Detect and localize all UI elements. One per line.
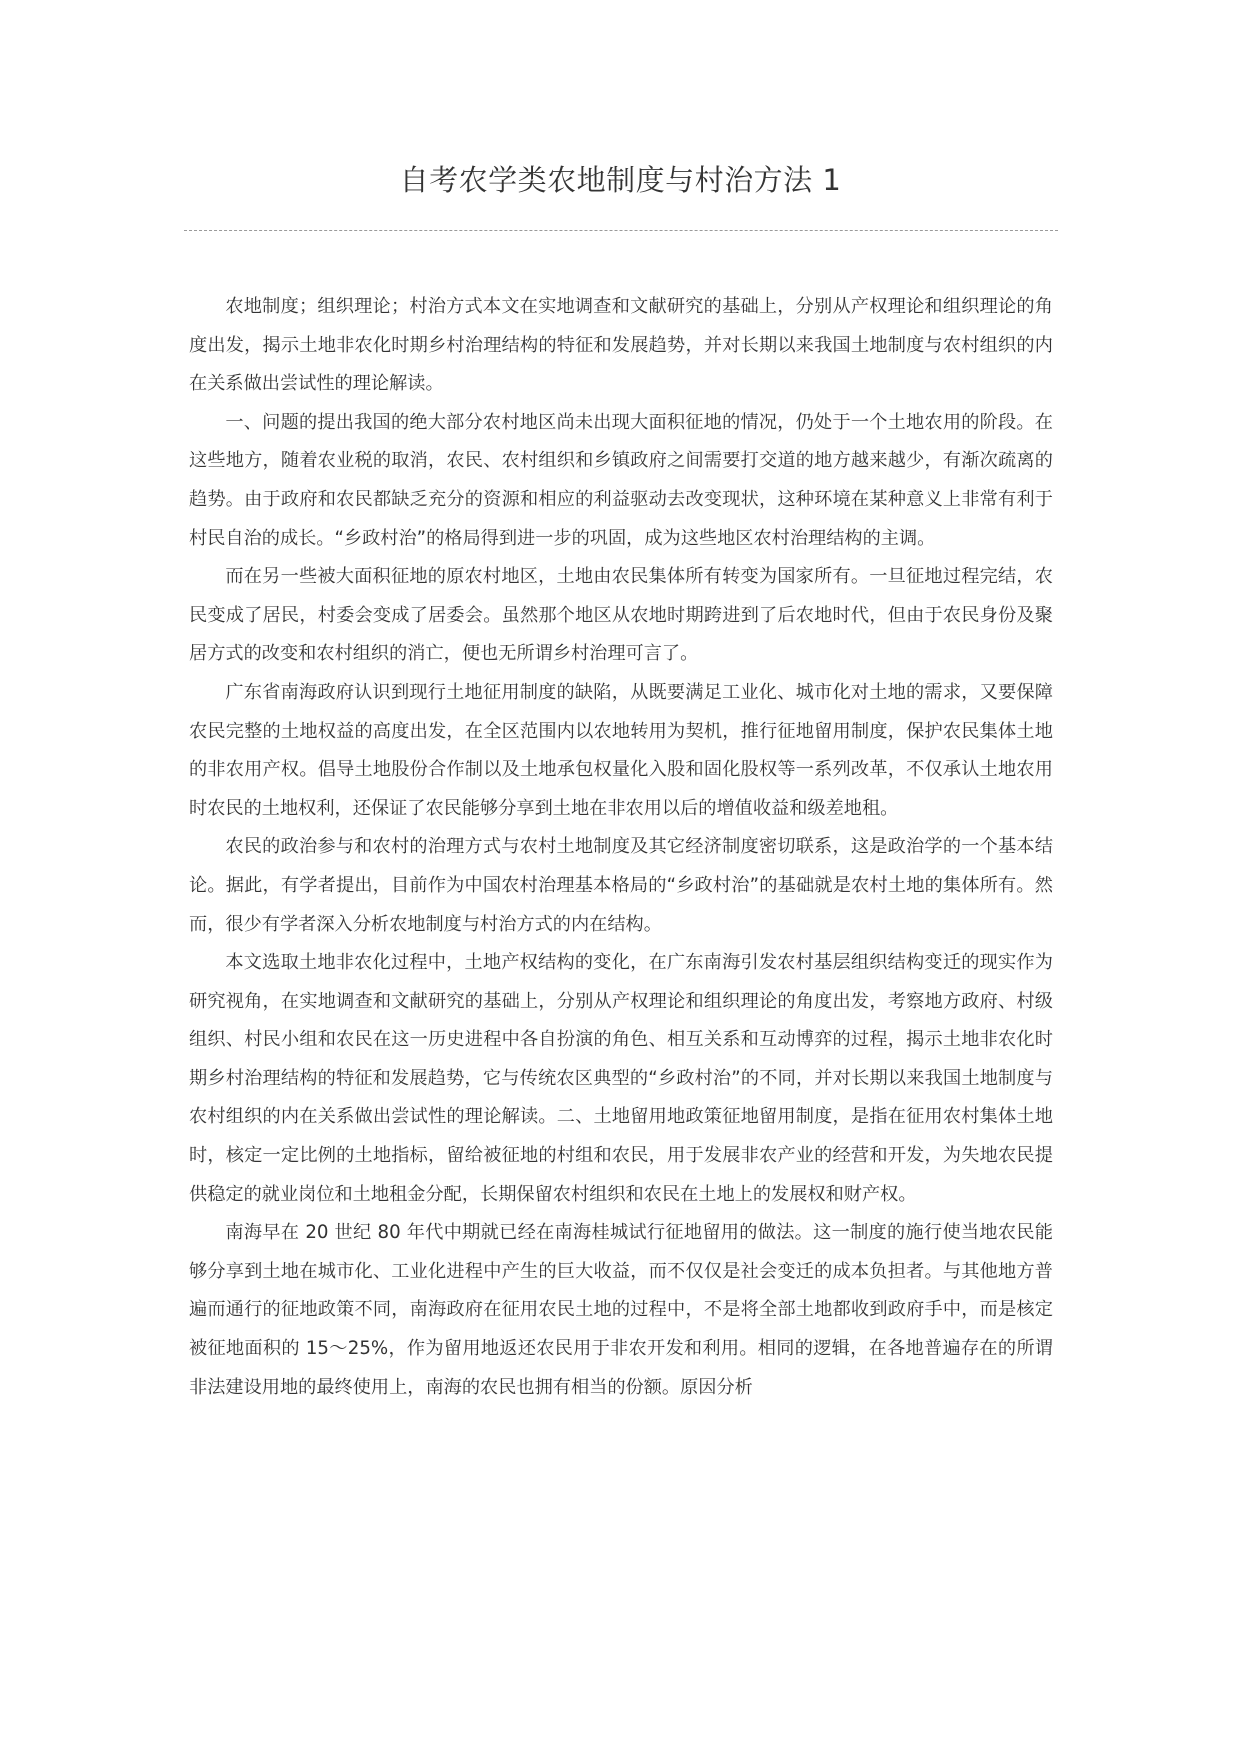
paragraph-nanhai-practice: 南海早在 20 世纪 80 年代中期就已经在南海桂城试行征地留用的做法。这一制度的施行使当地农民能够分享到土地在城市化、工业化进程中产生的巨大收益，而不仅仅是社会变迁的成本负担者。与其他地方普遍而通行的征地政策不同，南海政府在征用农民土地的过程中，不是将全部土地都收到政府手中，而是核定被征地面积的 15～25%，作为留用地返还农民用于非农开发和利用。相同的逻辑，在各地普遍存在的所谓非法建设用地的最终使用上，南海的农民也拥有相当的份额。原因分析 [189, 1222, 1053, 1398]
title-divider [184, 230, 1058, 231]
paragraph-problem-statement: 一、问题的提出我国的绝大部分农村地区尚未出现大面积征地的情况，仍处于一个土地农用的阶段。在这些地方，随着农业税的取消，农民、农村组织和乡镇政府之间需要打交道的地方越来越少，有渐次疏离的趋势。由于政府和农民都缺乏充分的资源和相应的利益驱动去改变现状，这种环境在某种意义上非常有利于村民自治的成长。“乡政村治”的格局得到进一步的巩固，成为这些地区农村治理结构的主调。 [189, 411, 1053, 549]
paragraph-research-perspective: 本文选取土地非农化过程中，土地产权结构的变化，在广东南海引发农村基层组织结构变迁的现实作为研究视角，在实地调查和文献研究的基础上，分别从产权理论和组织理论的角度出发，考察地方政府、村级组织、村民小组和农民在这一历史进程中各自扮演的角色、相互关系和互动博弈的过程，揭示土地非农化时期乡村治理结构的特征和发展趋势，它与传统农区典型的“乡政村治”的不同，并对长期以来我国土地制度与农村组织的内在关系做出尝试性的理论解读。二、土地留用地政策征地留用制度，是指在征用农村集体土地时，核定一定比例的土地指标，留给被征地的村组和农民，用于发展非农产业的经营和开发，为失地农民提供稳定的就业岗位和土地租金分配，长期保留农村组织和农民在土地上的发展权和财产权。 [189, 952, 1053, 1205]
document-title: 自考农学类农地制度与村治方法 1 [399, 163, 842, 197]
paragraph-requisitioned-areas: 而在另一些被大面积征地的原农村地区，土地由农民集体所有转变为国家所有。一旦征地过程完结，农民变成了居民，村委会变成了居委会。虽然那个地区从农地时期跨进到了后农地时代，但由于农民身份及聚居方式的改变和农村组织的消亡，便也无所谓乡村治理可言了。 [189, 566, 1053, 665]
document-body [189, 288, 1053, 1407]
paragraph-nanhai-policy: 广东省南海政府认识到现行土地征用制度的缺陷，从既要满足工业化、城市化对土地的需求，又要保障农民完整的土地权益的高度出发，在全区范围内以农地转用为契机，推行征地留用制度，保护农民集体土地的非农用产权。倡导土地股份合作制以及土地承包权量化入股和固化股权等一系列改革，不仅承认土地农用时农民的土地权利，还保证了农民能够分享到土地在非农用以后的增值收益和级差地租。 [189, 681, 1053, 819]
paragraph-political-participation: 农民的政治参与和农村的治理方式与农村土地制度及其它经济制度密切联系，这是政治学的一个基本结论。据此，有学者提出，目前作为中国农村治理基本格局的“乡政村治”的基础就是农村土地的集体所有。然而，很少有学者深入分析农地制度与村治方式的内在结构。 [189, 836, 1053, 935]
paragraph-keywords-abstract: 农地制度；组织理论；村治方式本文在实地调查和文献研究的基础上，分别从产权理论和组织理论的角度出发，揭示土地非农化时期乡村治理结构的特征和发展趋势，并对长期以来我国土地制度与农村组织的内在关系做出尝试性的理论解读。 [189, 296, 1053, 395]
